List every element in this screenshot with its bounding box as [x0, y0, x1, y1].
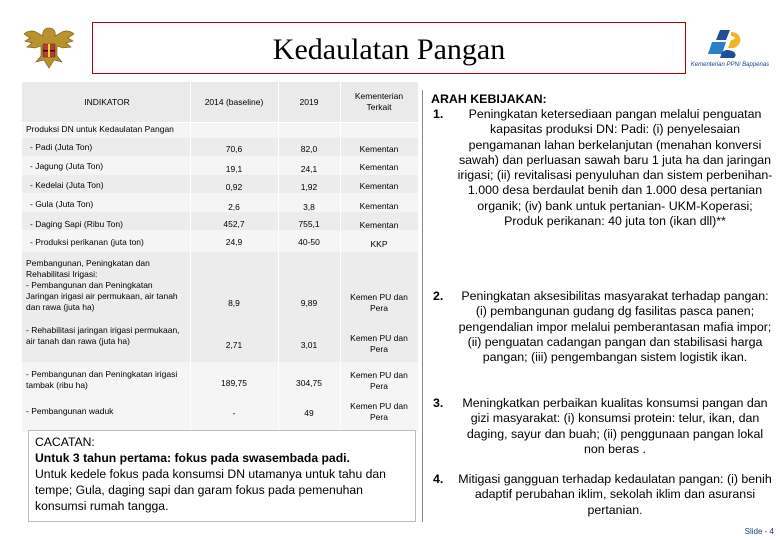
- row-indicator: - Rehabilitasi jaringan irigasi permukaan, air tanah dan rawa (juta ha): [26, 325, 180, 346]
- row-ministry: Kementan: [359, 181, 399, 191]
- policy-item-number: 4.: [433, 472, 444, 486]
- row-target: 9,89: [300, 298, 318, 308]
- policy-item-number: 3.: [433, 396, 444, 410]
- policy-item-number: 1.: [433, 107, 444, 121]
- logo-text: Kementerian PPN/ Bappenas: [690, 62, 770, 68]
- row-baseline: 70,6: [225, 144, 243, 154]
- indicator-table: [22, 82, 418, 432]
- row-baseline: 24,9: [225, 237, 243, 247]
- infra-intro: Pembangunan, Peningkatan dan Rehabilitasi Irigasi:: [26, 258, 150, 279]
- header-ministry: Kementerian Terkait: [354, 91, 404, 112]
- policy-item-text: Meningkatkan perbaikan kualitas konsumsi pangan dan gizi masyarakat: (i) konsumsi protein: telur, ikan, dan daging, sayur dan buah; (ii) penggunaan pangan lokal non beras .: [462, 396, 768, 456]
- policy-item-text: Peningkatan aksesibilitas masyarakat terhadap pangan: (i) pembangunan gudang dg fasilitas pasca panen; pengendalian impor melalui pemberantasan mafia impor; (ii) penguatan cadangan pangan dan stabilisasi harga pangan; (iii) pengembangan sistem logistik ikan.: [458, 289, 772, 365]
- row-target: 1,92: [300, 182, 318, 192]
- row-indicator: - Kedelai (Juta Ton): [30, 180, 104, 190]
- policy-item-text: Mitigasi gangguan terhadap kedaulatan pangan: (i) benih adaptif perubahan iklim, sekolah iklim dan asuransi pertanian.: [458, 472, 772, 517]
- row-baseline: 2,6: [228, 202, 240, 212]
- policy-panel: [422, 90, 777, 522]
- row-target: 3,01: [300, 340, 318, 350]
- row-indicator: - Jagung (Juta Ton): [30, 161, 104, 171]
- row-indicator: - Gula (Juta Ton): [30, 199, 94, 209]
- row-target: 40-50: [298, 237, 320, 247]
- bappenas-logo-icon: [690, 24, 766, 64]
- row-ministry: KKP: [370, 239, 388, 249]
- policy-item-text: Peningkatan ketersediaan pangan melalui penguatan kapasitas produksi DN: Padi: (i) penyelesaian pengamanan lahan berkelanjutan (menahan konversi sawah) dan perluasan sawah baru 1 juta ha dan jaringan irigasi; (ii) revitalisasi penyuluhan dan sistem perbenihan- 1.000 desa berdaulat benih dan 1.000 desa pertanian organik; (iv) bank untuk pertanian- UKM-Koperasi; Produk perikanan: 40 juta ton (ikan dll)**: [457, 107, 773, 229]
- row-baseline: 2,71: [225, 340, 243, 350]
- section-label: Produksi DN untuk Kedaulatan Pangan: [26, 124, 174, 134]
- row-ministry: Kementan: [359, 201, 399, 211]
- row-indicator: - Daging Sapi (Ribu Ton): [30, 219, 123, 229]
- row-target: 49: [304, 408, 314, 418]
- row-target: 304,75: [296, 378, 322, 388]
- title-box: [92, 22, 686, 74]
- table-divider: [340, 82, 341, 432]
- note-body: Untuk kedele fokus pada konsumsi DN utamanya untuk tahu dan tempe; Gula, daging sapi dan garam fokus pada pemenuhan konsumsi rumah tangga.: [35, 467, 386, 513]
- table-divider: [22, 122, 418, 123]
- header-baseline: 2014 (baseline): [204, 97, 264, 107]
- row-indicator: - Pembangunan dan Peningkatan irigasi tambak (ribu ha): [26, 369, 178, 390]
- row-ministry: Kementan: [359, 220, 399, 230]
- policy-item: [433, 472, 773, 518]
- page-title: Kedaulatan Pangan: [272, 33, 506, 66]
- row-baseline: 0,92: [225, 182, 243, 192]
- policy-item: [433, 289, 773, 365]
- header-indicator: INDIKATOR: [84, 97, 130, 107]
- policy-item: [433, 396, 773, 457]
- row-target: 755,1: [298, 219, 320, 229]
- row-indicator: - Pembangunan dan Peningkatan Jaringan irigasi air permukaan, air tanah dan rawa (juta ha): [26, 280, 178, 312]
- policy-item-number: 2.: [433, 289, 444, 303]
- row-baseline: 8,9: [228, 298, 240, 308]
- row-target: 3,8: [303, 202, 315, 212]
- policy-item: [433, 107, 773, 229]
- bappenas-logo: [690, 24, 770, 80]
- note-label: CACATAN:: [35, 435, 95, 449]
- policy-title: ARAH KEBIJAKAN:: [431, 92, 547, 106]
- row-indicator: - Padi (Juta Ton): [30, 142, 93, 152]
- row-ministry: Kemen PU dan Pera: [350, 370, 408, 391]
- row-ministry: Kementan: [359, 162, 399, 172]
- row-baseline: 19,1: [225, 164, 243, 174]
- row-ministry: Kemen PU dan Pera: [350, 333, 408, 354]
- header-target: 2019: [299, 97, 319, 107]
- slide-number: Slide - 4: [744, 527, 774, 536]
- row-indicator: - Pembangunan waduk: [26, 406, 114, 416]
- row-indicator: - Produksi perikanan (juta ton): [30, 237, 144, 247]
- note-bold-line: Untuk 3 tahun pertama: fokus pada swasembada padi.: [35, 451, 350, 465]
- row-ministry: Kemen PU dan Pera: [350, 292, 408, 313]
- row-baseline: -: [232, 408, 236, 418]
- garuda-emblem-icon: [22, 22, 76, 72]
- row-baseline: 452,7: [223, 219, 245, 229]
- row-baseline: 189,75: [221, 378, 247, 388]
- row-ministry: Kemen PU dan Pera: [350, 401, 408, 422]
- row-ministry: Kementan: [359, 144, 399, 154]
- row-target: 24,1: [300, 164, 318, 174]
- row-target: 82,0: [300, 144, 318, 154]
- note-box: [28, 430, 416, 522]
